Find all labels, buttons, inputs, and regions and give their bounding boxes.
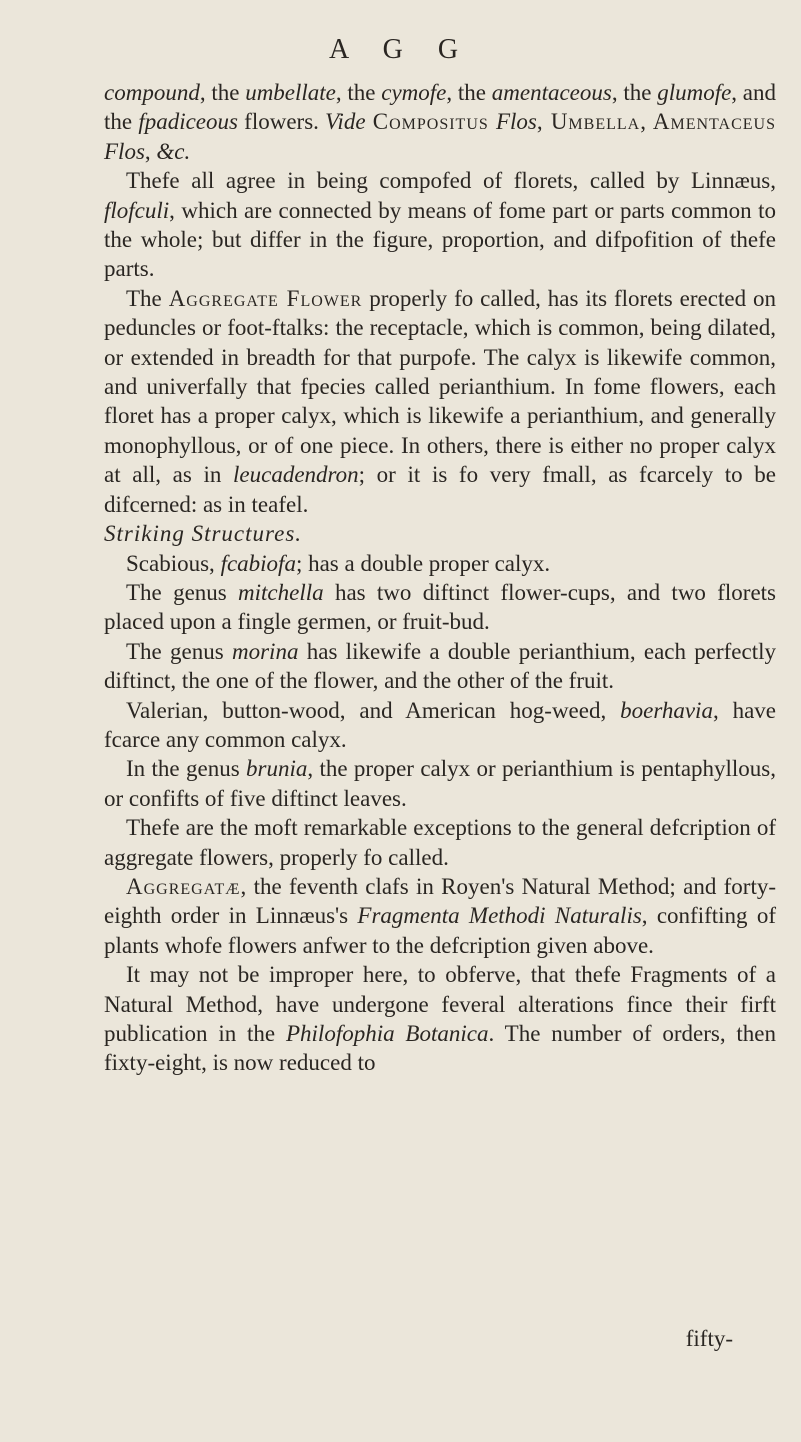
text-italic: amentaceous	[491, 80, 612, 105]
text-italic: Vide	[325, 109, 366, 135]
text: It may not be improper here, to obferve, that thefe Fragments of a Natural Method, have undergone feveral alterations fince their firft publication in the	[104, 962, 776, 1046]
text-italic: mitchella	[238, 579, 324, 605]
text: ; has a double proper calyx.	[295, 550, 551, 576]
paragraph-florets	[104, 166, 776, 284]
paragraph-mitchella	[104, 578, 776, 637]
text-italic: Philofophia Botanica	[285, 1021, 489, 1046]
text-italic: fcabiofa	[220, 550, 296, 576]
paragraph-scabious	[104, 549, 776, 578]
text: , have fcarce any common calyx.	[104, 697, 776, 752]
section-heading: Striking Structures.	[104, 521, 303, 547]
paragraph-valerian	[104, 696, 776, 755]
paragraph-aggregate-flower	[104, 284, 776, 519]
text: Scabious,	[126, 550, 221, 576]
text-italic: leucadendron	[233, 462, 359, 488]
text: , the	[335, 80, 382, 105]
text: Thefe all agree in being compofed of florets, called by Linnæus,	[126, 168, 776, 194]
text-italic: compound	[104, 80, 200, 105]
paragraph-aggregatae	[104, 872, 776, 960]
text: The genus	[126, 579, 239, 605]
text: , and the	[104, 80, 777, 135]
paragraph-compound	[104, 78, 776, 166]
catchword: fifty-	[685, 1326, 733, 1351]
text: has likewife a double perianthium, each perfectly diftinct, the one of the flower, and the other of the fruit.	[104, 638, 777, 694]
text-italic: &c.	[156, 138, 191, 164]
text: , the	[446, 80, 492, 105]
text: , the	[611, 80, 658, 105]
cross-reference: Compositus	[365, 109, 496, 135]
text-italic: brunia	[246, 756, 308, 782]
running-head: A G G	[328, 34, 473, 65]
text: , which are connected by means of fome part or parts common to the whole; but differ in the figure, proportion, and difpofition of thefe parts.	[104, 197, 776, 282]
term-small-caps: Aggregatæ	[126, 873, 241, 899]
text-italic: cymofe	[381, 80, 447, 105]
text: , the feventh clafs in Royen's Natural Method; and forty-eighth order in Linnæus's	[104, 873, 776, 929]
text-italic: boerhavia	[620, 697, 713, 723]
text-italic: Flos	[104, 138, 145, 164]
term-small-caps: Aggregate Flower	[168, 285, 363, 311]
text-italic: umbellate	[245, 80, 336, 105]
body-text	[104, 78, 776, 1078]
cross-reference: , Umbella, Amentaceus	[536, 109, 776, 135]
paragraph-fragments	[104, 960, 776, 1078]
text: , confifting of plants whofe flowers anfwer to the defcription given above.	[104, 903, 776, 958]
text: ; or it is fo very fmall, as fcarcely to be difcerned: as in teafel.	[104, 462, 776, 517]
text: ,	[144, 138, 157, 164]
text: The	[126, 285, 169, 311]
text-italic: fpadiceous	[138, 109, 238, 135]
text: has two diftinct flower-cups, and two florets placed upon a fingle germen, or fruit-bud.	[104, 579, 776, 635]
text: flowers.	[237, 109, 326, 135]
text: properly fo called, has its florets erected on peduncles or foot-ftalks: the receptacle, which is common, being dilated, or extended in breadth for that purpofe. The calyx is likewife common, and univerfally that fpecies called perianthium. In fome flowers, each floret has a proper calyx, which is likewife a perianthium, and generally monophyllous, or of one piece. In others, there is either no proper calyx at all, as in	[104, 285, 776, 488]
text-italic: glumofe	[657, 80, 732, 105]
text-italic: Fragmenta Methodi Naturalis	[357, 903, 642, 929]
text-italic: flofculi	[104, 197, 170, 223]
text: Thefe are the moft remarkable exceptions to the general defcription of aggregate flowers, properly fo called.	[104, 815, 776, 870]
text-italic: Flos	[495, 109, 537, 135]
text: . The number of orders, then fixty-eight, is now reduced to	[104, 1021, 777, 1076]
text-italic: morina	[232, 638, 299, 664]
paragraph-brunia	[104, 754, 776, 813]
text: , the	[199, 80, 246, 105]
text: , the proper calyx or perianthium is pentaphyllous, or confifts of five diftinct leaves.	[104, 756, 777, 811]
paragraph-exceptions	[104, 813, 776, 872]
text: The genus	[126, 638, 232, 664]
text: Valerian, button-wood, and American hog-weed,	[126, 697, 621, 723]
paragraph-morina	[104, 637, 776, 696]
text: In the genus	[126, 756, 247, 782]
